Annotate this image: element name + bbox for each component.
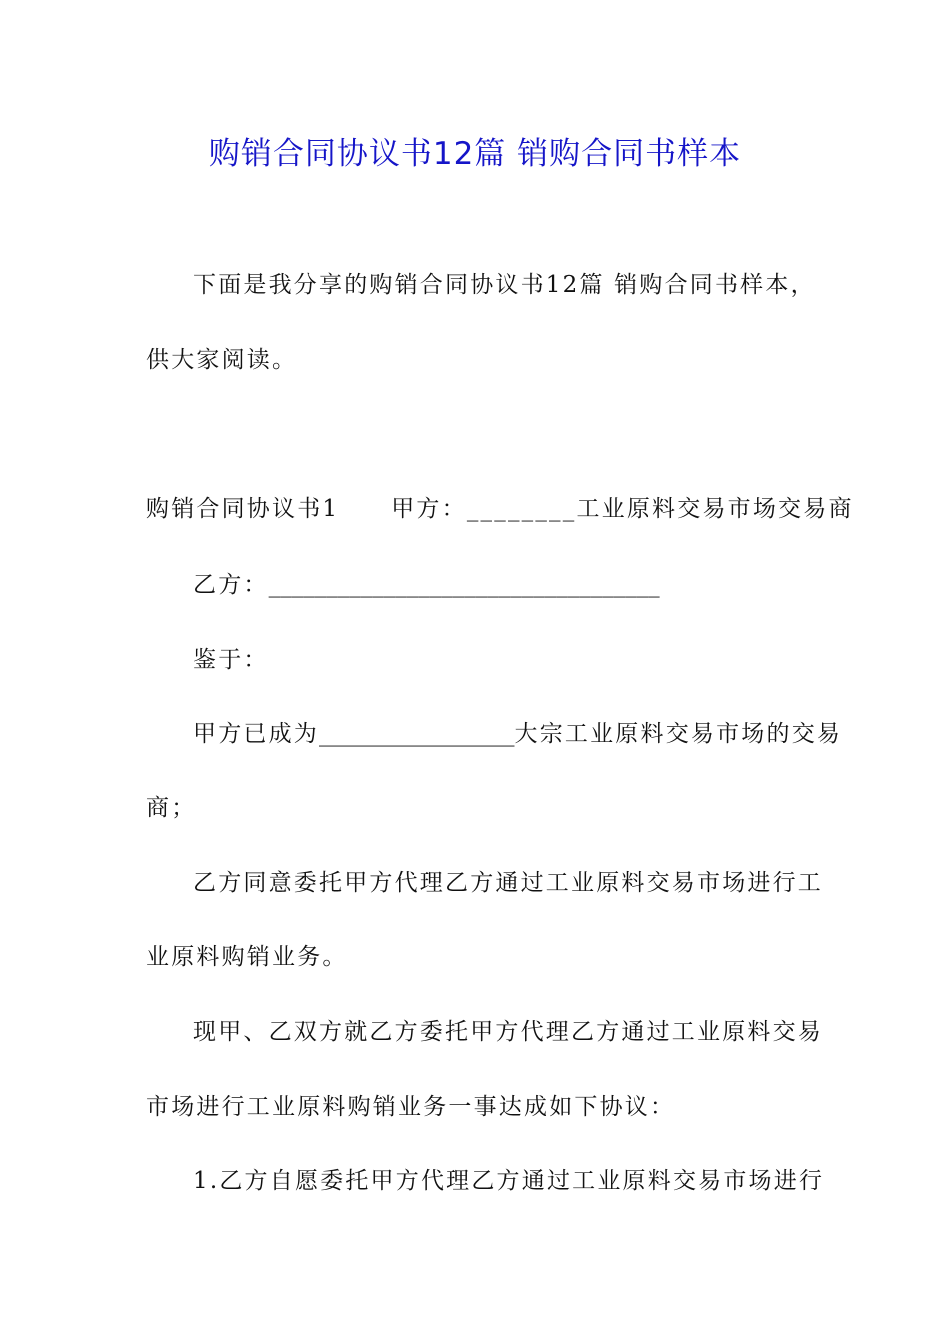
intro-line-2: 供大家阅读。 — [146, 347, 298, 373]
party-a-blank: ________ — [466, 496, 577, 522]
clause-3-line-1: 现甲、乙双方就乙方委托甲方代理乙方通过工业原料交易 — [193, 1019, 823, 1045]
clause-1-line-1 — [193, 719, 842, 749]
whereas-label: 鉴于： — [193, 647, 269, 673]
clause-2-line-1: 乙方同意委托甲方代理乙方通过工业原料交易市场进行工 — [193, 870, 823, 896]
clause-1-line-2: 商； — [146, 795, 197, 821]
party-a-suffix: 工业原料交易市场交易商 — [576, 496, 854, 522]
item-1-line-1: 1.乙方自愿委托甲方代理乙方通过工业原料交易市场进行 — [193, 1168, 825, 1194]
intro-line-1: 下面是我分享的购销合同协议书12篇 销购合同书样本， — [193, 272, 816, 298]
party-a-line — [146, 494, 854, 524]
clause-1-prefix: 甲方已成为 — [193, 721, 319, 747]
section-heading: 购销合同协议书1 — [146, 496, 340, 522]
clause-1-blank: _________________ — [319, 721, 515, 747]
party-a-label: 甲方： — [391, 496, 467, 522]
party-b-blank: __________________________________ — [268, 572, 660, 598]
party-b-line — [193, 570, 660, 600]
clause-3-line-2: 市场进行工业原料购销业务一事达成如下协议： — [146, 1094, 676, 1120]
clause-1-suffix: 大宗工业原料交易市场的交易 — [514, 721, 843, 747]
document-title: 购销合同协议书12篇 销购合同书样本 — [208, 136, 742, 172]
party-b-label: 乙方： — [193, 572, 269, 598]
clause-2-line-2: 业原料购销业务。 — [146, 944, 348, 970]
